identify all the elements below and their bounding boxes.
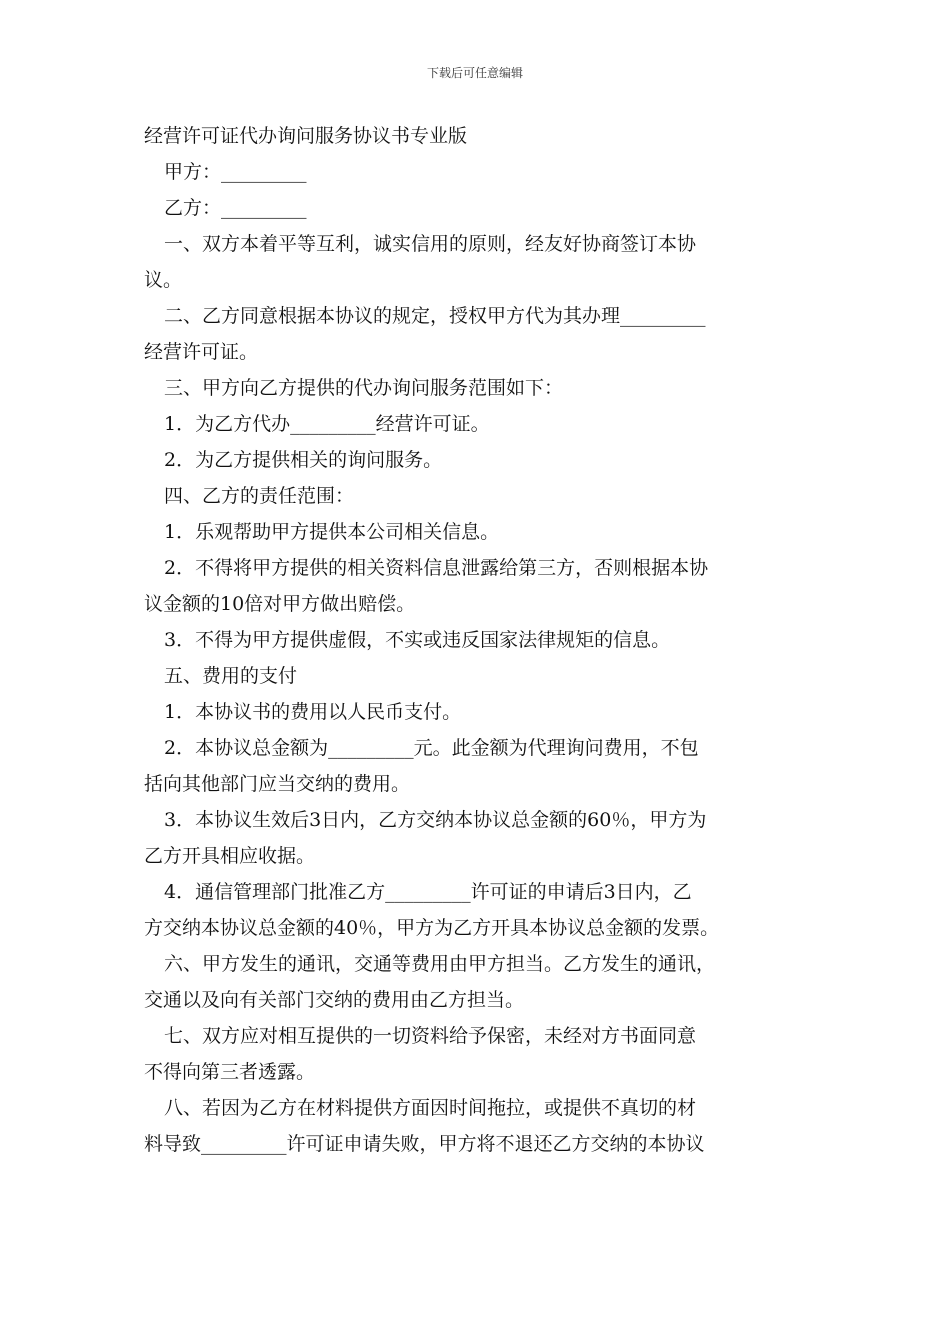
- document-line: 4．通信管理部门批准乙方_________许可证的申请后3日内，乙: [164, 881, 692, 903]
- document-line: 3．不得为甲方提供虚假，不实或违反国家法律规矩的信息。: [164, 629, 671, 651]
- document-line: 四、乙方的责任范围：: [164, 485, 355, 507]
- document-body: [144, 118, 810, 1162]
- document-line: 七、双方应对相互提供的一切资料给予保密，未经对方书面同意: [164, 1025, 697, 1047]
- document-line: 3．本协议生效后3日内，乙方交纳本协议总金额的60％，甲方为: [164, 809, 707, 831]
- page-header-note: 下载后可任意编辑: [426, 66, 523, 80]
- document-line: 一、双方本着平等互利，诚实信用的原则，经友好协商签订本协: [164, 233, 697, 255]
- document-line: 三、甲方向乙方提供的代办询问服务范围如下：: [164, 377, 564, 399]
- document-line: 料导致_________许可证申请失败，甲方将不退还乙方交纳的本协议: [144, 1133, 705, 1155]
- document-line: 1．乐观帮助甲方提供本公司相关信息。: [164, 521, 500, 543]
- document-line: 经营许可证。: [144, 341, 259, 363]
- document-line: 不得向第三者透露。: [144, 1061, 316, 1083]
- document-line: 乙方：_________: [164, 197, 307, 219]
- document-line: 交通以及向有关部门交纳的费用由乙方担当。: [144, 989, 525, 1011]
- document-line: 1．为乙方代办_________经营许可证。: [164, 413, 490, 435]
- document-title: 经营许可证代办询问服务协议书专业版: [144, 125, 468, 147]
- document-line: 2．本协议总金额为_________元。此金额为代理询问费用，不包: [164, 737, 699, 759]
- document-line: 方交纳本协议总金额的40％，甲方为乙方开具本协议总金额的发票。: [144, 917, 720, 939]
- document-line: 2．为乙方提供相关的询问服务。: [164, 449, 443, 471]
- document-lines: [144, 154, 810, 1162]
- document-line: 二、乙方同意根据本协议的规定，授权甲方代为其办理_________: [164, 305, 706, 327]
- document-line: 乙方开具相应收据。: [144, 845, 316, 867]
- document-line: 2．不得将甲方提供的相关资料信息泄露给第三方，否则根据本协: [164, 557, 709, 579]
- document-line: 八、若因为乙方在材料提供方面因时间拖拉，或提供不真切的材: [164, 1097, 697, 1119]
- document-line: 甲方：_________: [164, 161, 307, 183]
- document-line: 括向其他部门应当交纳的费用。: [144, 773, 411, 795]
- document-line: 五、费用的支付: [164, 665, 298, 687]
- document-line: 议。: [144, 269, 183, 291]
- document-line: 1．本协议书的费用以人民币支付。: [164, 701, 462, 723]
- document-line: 六、甲方发生的通讯，交通等费用由甲方担当。乙方发生的通讯，: [164, 953, 716, 975]
- document-line: 议金额的10倍对甲方做出赔偿。: [144, 593, 416, 615]
